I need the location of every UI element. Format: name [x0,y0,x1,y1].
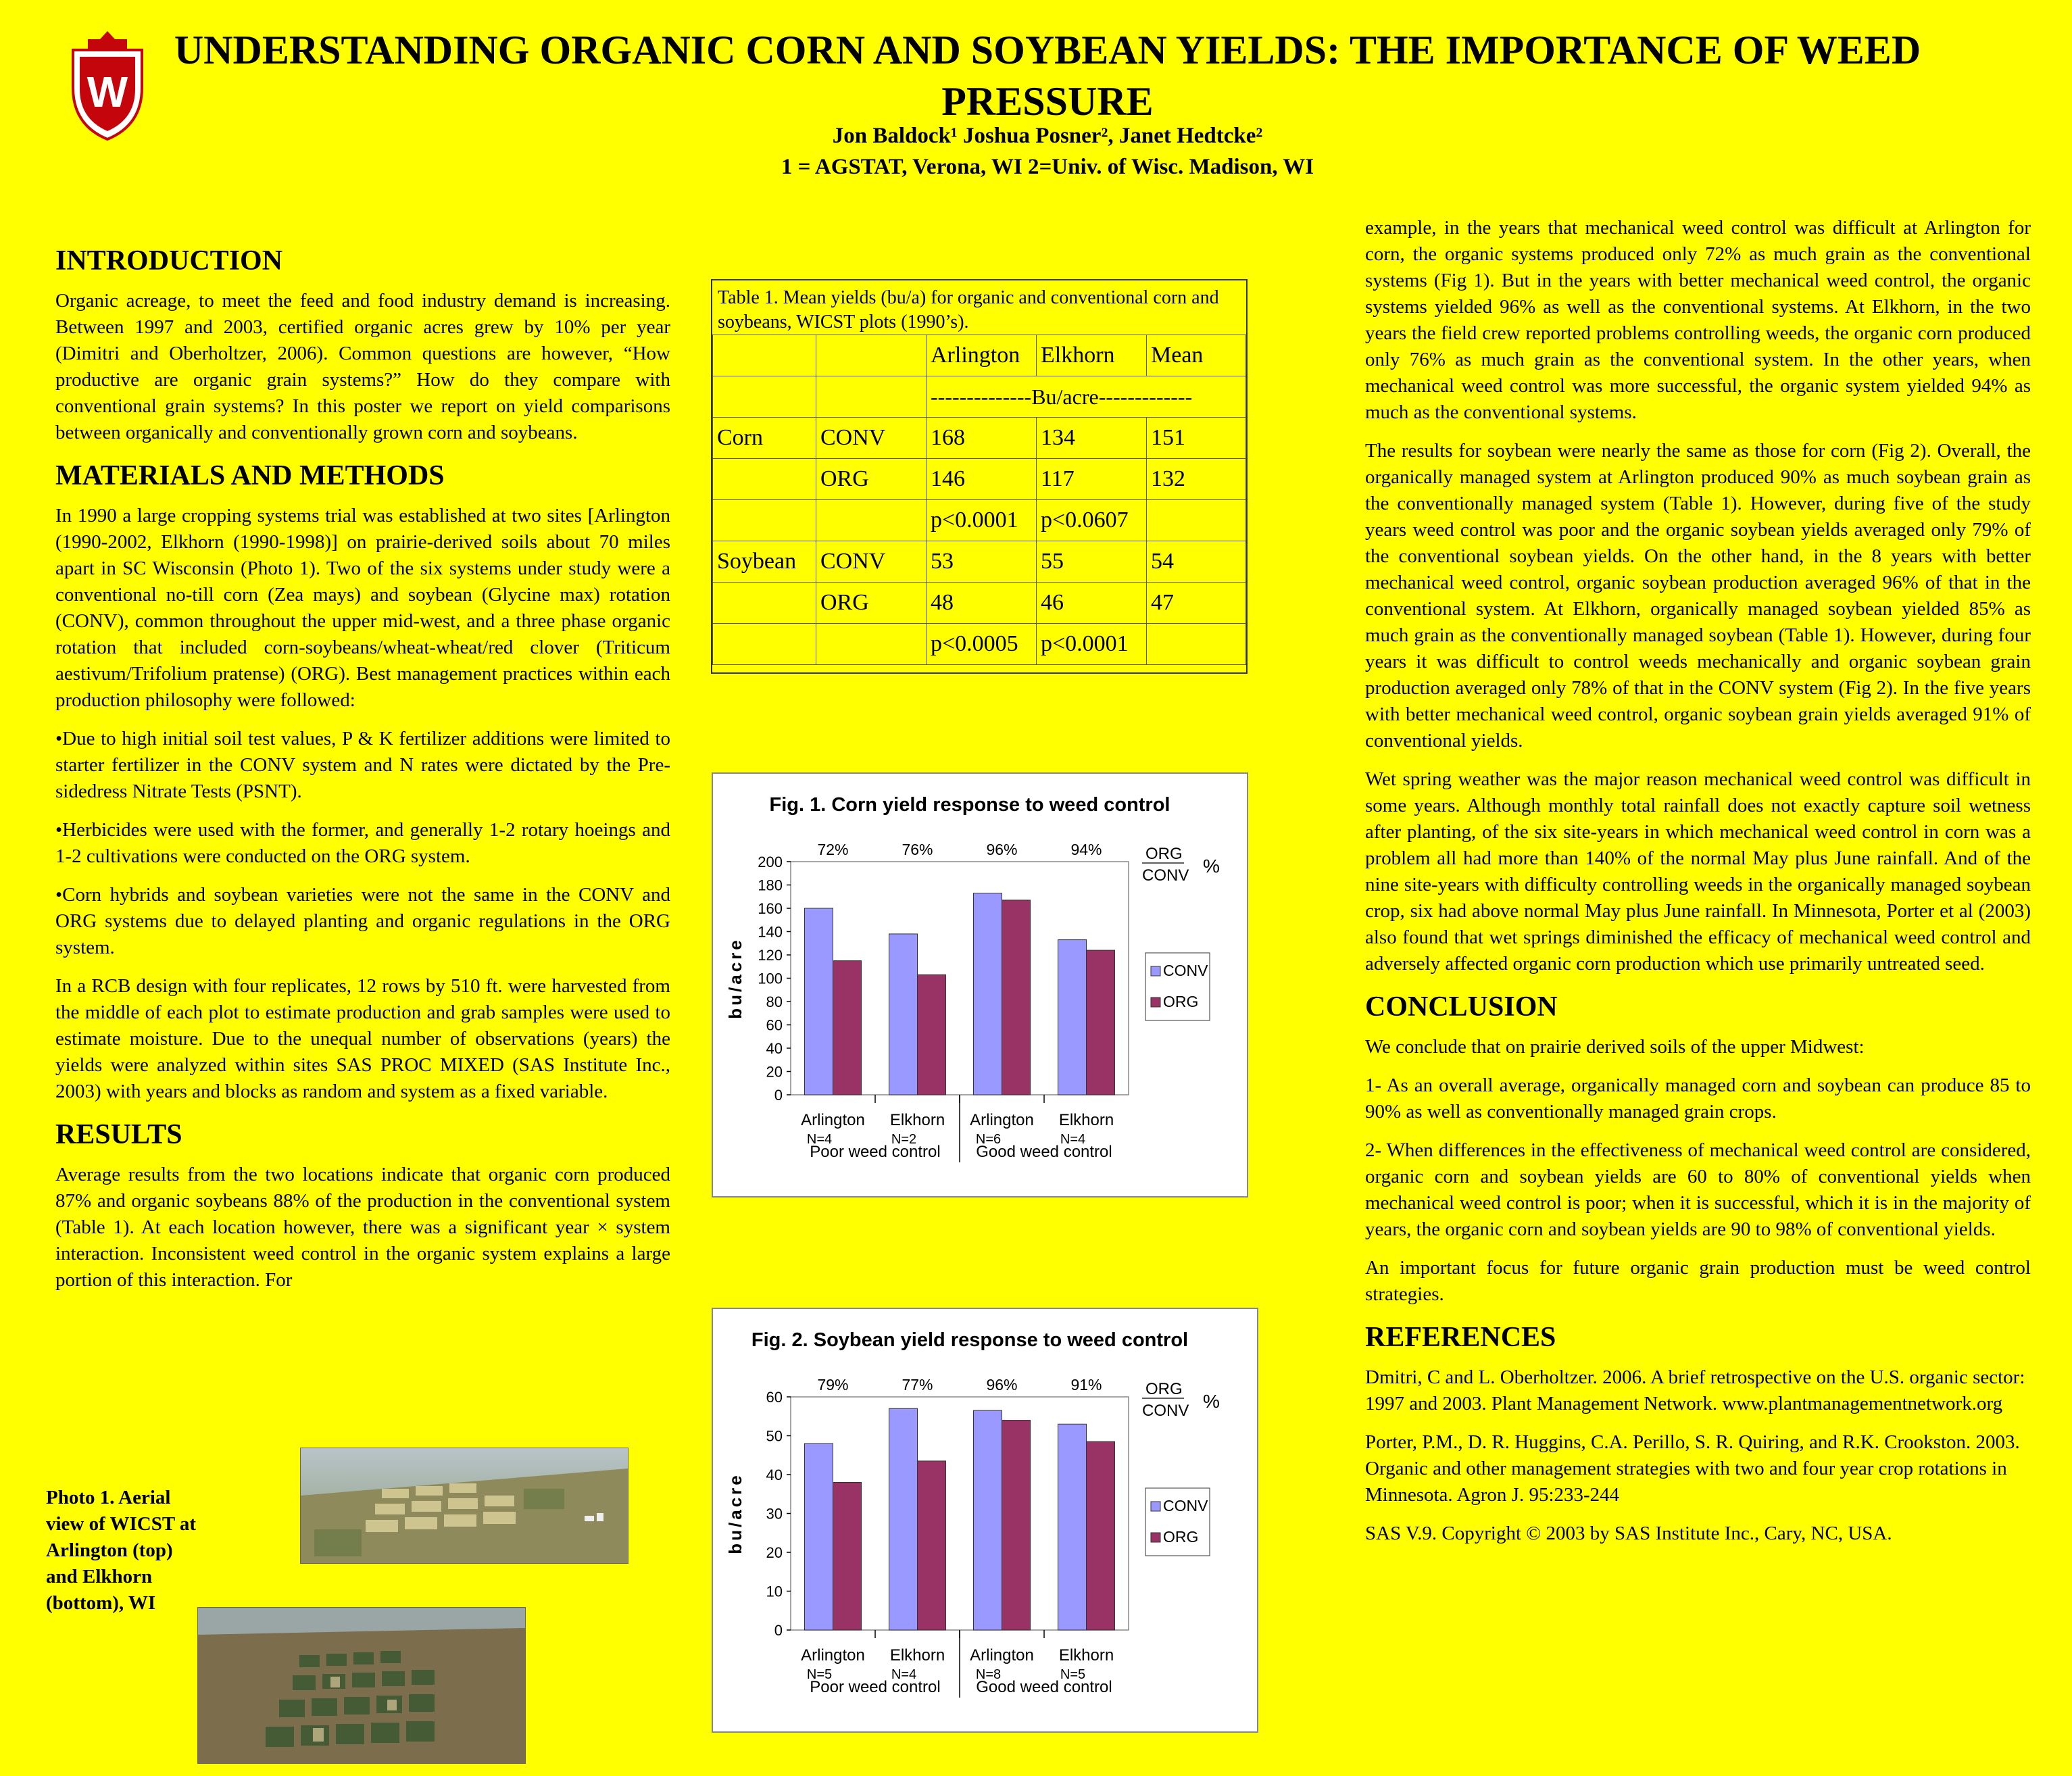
legend-swatch [1151,997,1160,1007]
y-tick-label: 80 [766,993,783,1010]
n-label: N=4 [891,1667,917,1682]
conclusion-text-1: We conclude that on prairie derived soils of the upper Midwest: [1365,1036,1865,1058]
legend-swatch [1151,1533,1160,1542]
ratio-label: 76% [902,841,933,858]
table-cell: p<0.0001 [1037,624,1147,665]
y-tick-label: 200 [758,854,783,870]
n-label: N=4 [806,1132,833,1147]
bar-org [1087,1441,1115,1630]
n-label: N=5 [1060,1667,1086,1682]
table-cell: CONV [816,418,927,459]
y-tick-label: 40 [766,1040,783,1057]
y-axis-label: bu/acre [725,1473,745,1554]
table-cell [713,624,816,665]
right-column [1365,215,2031,1559]
category-label: Arlington [801,1646,865,1664]
y-tick-label: 0 [774,1622,783,1639]
table-header-cell: Arlington [927,335,1037,376]
y-tick-label: 140 [758,923,783,941]
n-label: N=5 [806,1667,833,1682]
bar-conv [805,1444,833,1630]
table-cell [816,500,927,541]
table-cell: p<0.0607 [1037,500,1147,541]
table-header-row [713,335,1246,376]
bar-conv [974,893,1002,1095]
results-heading: RESULTS [55,1119,182,1150]
group-label: Good weed control [976,1143,1112,1161]
results-text-4: Wet spring weather was the major reason mechanical weed control was difficult in some years. Although monthly total rainfall does not exactly capture soil wetness after planting, of the six site-years in which mechanical weed control in corn was a problem all had more than 140% of the normal May plus June rainfall. And of the nine site-years with difficulty controlling weeds in the organically managed soybean crop, six had above normal May plus June rainfall. In Minnesota, Porter et al (2003) also found that wet springs diminished the efficacy of mechanical weed control and adversely affected organic corn production which use primarily untreated seed. [1365,768,2031,975]
y-tick-label: 0 [774,1087,783,1104]
n-label: N=2 [891,1132,917,1147]
results-text-2: example, in the years that mechanical weed control was difficult at Arlington for corn, the organic systems produced only 72% as much grain as the conventional systems (Fig 1). But in the years with better mechanical weed control, the organic systems yielded 96% as well as the conventional systems. At Elkhorn, in the two years the field crew reported problems controlling weeds, the organic corn produced only 76% as much grain as the conventional system. In the other years, when mechanical weed control was more successful, the organic system yielded 94% as much as the conventional systems. [1365,217,2031,423]
affiliations: 1 = AGSTAT, Verona, WI 2=Univ. of Wisc. Madison, WI [781,155,1314,179]
table-caption: Table 1. Mean yields (bu/a) for organic and conventional corn and soybeans, WICST plots (1990’s). [718,287,1219,332]
bar-conv [1058,940,1087,1095]
table-cell: 146 [927,459,1037,500]
y-tick-label: 60 [766,1016,783,1034]
table-cell: 53 [927,541,1037,583]
table-row [713,541,1246,583]
ratio-legend-unit: % [1203,856,1220,877]
y-axis-label: bu/acre [725,937,745,1019]
bar-org [1087,950,1115,1095]
bar-org [1002,1421,1031,1631]
n-label: N=6 [975,1132,1002,1147]
table-cell: 54 [1147,541,1246,583]
bar-org [833,961,862,1095]
group-label: Poor weed control [810,1143,941,1161]
group-label: Poor weed control [810,1678,941,1696]
aerial-photo-elkhorn [197,1607,526,1764]
table-cell: p<0.0001 [927,500,1037,541]
methods-design-text: In a RCB design with four replicates, 12 rows by 510 ft. were harvested from the middle of each plot to estimate production and grab samples were used to estimate moisture. Due to the unequal number of observations (years) the yields were analyzed within sites SAS PROC MIXED (SAS Institute Inc., 2003) with years and blocks as random and system as a fixed variable. [55,975,670,1102]
ratio-label: 72% [817,841,849,858]
table-cell: Soybean [713,541,816,583]
category-label: Arlington [970,1646,1034,1664]
methods-text: In 1990 a large cropping systems trial was established at two sites [Arlington (1990-2002, Elkhorn (1990-1998)] on prairie-derived soils about 70 miles apart in SC Wisconsin (Photo 1). Two of the six systems under study were a conventional no-till corn (Zea mays) and soybean (Glycine max) rotation (CONV), common throughout the upper mid-west, and a three phase organic rotation that included corn-soybeans/wheat-wheat/red clover (Triticum aestivum/Trifolium pratense) (ORG). Best management practices within each production philosophy were followed: [55,505,670,711]
y-tick-label: 160 [758,900,783,917]
yield-table [712,335,1246,665]
bar-org [1002,900,1031,1095]
bar-org [918,975,946,1095]
table-units-row [713,376,1246,418]
methods-bullet-2: •Herbicides were used with the former, and generally 1-2 rotary hoeings and 1-2 cultivations were conducted on the ORG system. [55,819,670,867]
group-label: Good weed control [976,1678,1112,1696]
category-label: Arlington [970,1111,1034,1129]
table-row [713,418,1246,459]
references-heading: REFERENCES [1365,1322,1556,1353]
table-cell: 151 [1147,418,1246,459]
photo-caption: Photo 1. Aerial view of WICST at Arlington (top) and Elkhorn (bottom), WI [46,1487,197,1614]
table-cell: CONV [816,541,927,583]
ratio-label: 96% [986,841,1018,858]
table-header-cell: Elkhorn [1037,335,1147,376]
table-cell: ORG [816,583,927,624]
ratio-label: 96% [986,1376,1018,1393]
table-cell: 168 [927,418,1037,459]
methods-heading: MATERIALS AND METHODS [55,460,445,491]
figure-1-corn-chart [712,772,1248,1198]
table-cell [713,459,816,500]
table-cell [816,624,927,665]
poster-title: UNDERSTANDING ORGANIC CORN AND SOYBEAN YIELDS: THE IMPORTANCE OF WEED PRESSURE [174,28,1921,124]
category-label: Elkhorn [1058,1646,1114,1664]
table-cell [1147,500,1246,541]
n-label: N=8 [975,1667,1002,1682]
legend-label: ORG [1163,1528,1199,1546]
table-cell [1147,624,1246,665]
table-header-cell [816,335,927,376]
y-tick-label: 100 [758,970,783,987]
table-cell: p<0.0005 [927,624,1037,665]
table-cell [816,376,927,418]
table-cell: 47 [1147,583,1246,624]
legend-label: ORG [1163,993,1199,1010]
table-cell: 55 [1037,541,1147,583]
y-tick-label: 10 [766,1583,783,1600]
table-cell: 46 [1037,583,1147,624]
bar-conv [805,908,833,1095]
bar-conv [1058,1424,1087,1630]
legend-swatch [1151,966,1160,976]
introduction-heading: INTRODUCTION [55,245,283,276]
uw-crest-icon [68,27,147,142]
category-label: Arlington [801,1111,865,1129]
category-label: Elkhorn [889,1646,945,1664]
reference-2: Porter, P.M., D. R. Huggins, C.A. Perillo, S. R. Quiring, and R.K. Crookston. 2003. Organic and other management strategies with two and four year crop rotations in Minnesota. Agron J. 95:233-244 [1365,1431,2020,1506]
y-tick-label: 20 [766,1063,783,1081]
introduction-text: Organic acreage, to meet the feed and food industry demand is increasing. Between 1997 and 2003, certified organic acres grew by 10% per year (Dimitri and Oberholtzer, 2006). Common questions are however, “How productive are organic grain systems?” How do they compare with conventional grain systems? In this poster we report on yield comparisons between organically and conventionally grown corn and soybeans. [55,290,670,443]
table-row [713,583,1246,624]
y-tick-label: 20 [766,1544,783,1561]
bar-org [833,1483,862,1631]
ratio-label: 91% [1070,1376,1102,1393]
left-column [55,243,670,1306]
table-row [713,459,1246,500]
figure-2-soybean-chart [712,1308,1258,1733]
methods-bullet-3: •Corn hybrids and soybean varieties were not the same in the CONV and ORG systems due to delayed planting and organic regulations in the ORG system. [55,884,670,958]
table-row [713,624,1246,665]
table-cell [713,500,816,541]
reference-3: SAS V.9. Copyright © 2003 by SAS Institute Inc., Cary, NC, USA. [1365,1523,1892,1544]
ratio-label: 94% [1070,841,1102,858]
reference-1: Dmitri, C and L. Oberholtzer. 2006. A brief retrospective on the U.S. organic sector: 1997 and 2003. Plant Management Network. www.plantmanagementnetwork.org [1365,1366,2025,1414]
y-tick-label: 120 [758,947,783,964]
n-label: N=4 [1060,1132,1086,1147]
methods-bullet-1: •Due to high initial soil test values, P & K fertilizer additions were limited to starter fertilizer in the CONV system and N rates were dictated by the Pre-sidedress Nitrate Tests (PSNT). [55,728,670,802]
conclusion-text-3: 2- When differences in the effectiveness of mechanical weed control are considered, organic corn and soybean yields are 60 to 80% of conventional yields when mechanical weed control is poor; when it is successful, which it is in the majority of years, the organic corn and soybean yields are 90 to 98% of conventional yields. [1365,1139,2031,1240]
table-1 [711,279,1248,674]
bar-conv [974,1410,1002,1630]
y-tick-label: 60 [766,1389,783,1406]
results-text-3: The results for soybean were nearly the same as those for corn (Fig 2). Overall, the organically managed system at Arlington produced 90% as much soybean grain as the conventionally managed system (Table 1). However, during five of the study years weed control was poor and the organic soybean yields averaged only 79% of the conventional soybean yields. On the other hand, in the 8 years with better mechanical weed control, organic soybean production averaged 96% of that in the conventional system. At Elkhorn, organically managed soybean yielded 85% as much grain as the conventionally managed soybean (Table 1). However, during four years it was difficult to control weeds mechanically and organic soybean grain production averaged only 78% of that in the CONV system (Fig 2). In the five years with better mechanical weed control, organic soybean grain yields averaged 91% of conventional yields. [1365,440,2031,751]
conclusion-text-4: An important focus for future organic grain production must be weed control strategies. [1365,1257,2031,1305]
table-row [713,500,1246,541]
bar-conv [889,934,918,1095]
conclusion-heading: CONCLUSION [1365,991,1558,1022]
table-cell: ORG [816,459,927,500]
table-cell: Corn [713,418,816,459]
category-label: Elkhorn [889,1111,945,1129]
ratio-legend-bottom: CONV [1142,1402,1189,1420]
table-header-cell [713,335,816,376]
legend-swatch [1151,1502,1160,1511]
results-text-1: Average results from the two locations indicate that organic corn produced 87% and organic soybeans 88% of the production in the conventional system (Table 1). At each location however, there was a significant year × system interaction. Inconsistent weed control in the organic system explains a large portion of this interaction. For [55,1164,670,1291]
y-tick-label: 30 [766,1505,783,1523]
table-header-cell: Mean [1147,335,1246,376]
table-cell: 134 [1037,418,1147,459]
table-cell [713,376,816,418]
svg-text:W: W [87,68,128,116]
conclusion-text-2: 1- As an overall average, organically managed corn and soybean can produce 85 to 90% as well as conventionally managed grain crops. [1365,1075,2031,1123]
y-tick-label: 50 [766,1427,783,1445]
table-units-cell: --------------Bu/acre------------- [927,376,1246,418]
ratio-legend-top: ORG [1145,845,1183,863]
category-label: Elkhorn [1058,1111,1114,1129]
y-tick-label: 180 [758,877,783,894]
authors: Jon Baldock¹ Joshua Posner², Janet Hedtcke² [832,124,1263,148]
table-cell [713,583,816,624]
ratio-legend-unit: % [1203,1391,1220,1412]
table-cell: 132 [1147,459,1246,500]
legend-label: CONV [1163,1497,1208,1514]
ratio-label: 77% [902,1376,933,1393]
legend-label: CONV [1163,962,1208,979]
chart-title: Fig. 2. Soybean yield response to weed control [751,1329,1189,1351]
ratio-legend-top: ORG [1145,1380,1183,1398]
ratio-legend-bottom: CONV [1142,866,1189,885]
aerial-photo-arlington [300,1448,628,1564]
ratio-label: 79% [817,1376,849,1393]
y-tick-label: 40 [766,1466,783,1483]
table-cell: 117 [1037,459,1147,500]
table-cell: 48 [927,583,1037,624]
bar-conv [889,1408,918,1630]
chart-title: Fig. 1. Corn yield response to weed control [769,794,1170,816]
bar-org [918,1461,946,1630]
